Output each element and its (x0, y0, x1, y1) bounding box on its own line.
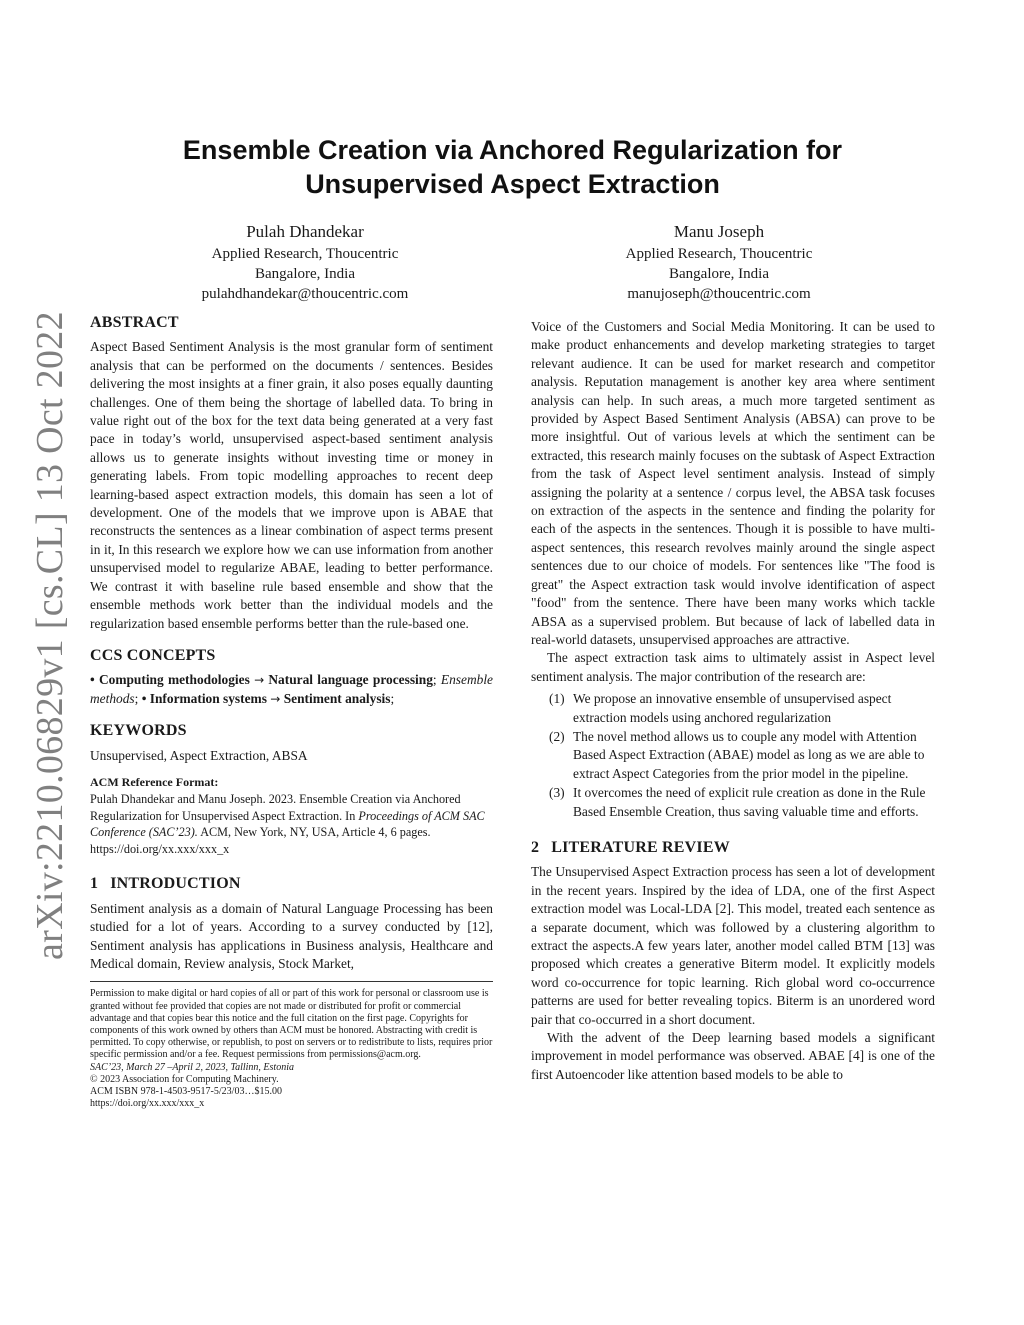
ccs-term-2: Sentiment analysis (283, 690, 391, 706)
author-block-1 (140, 220, 470, 304)
ccs-bullet-2: • Information systems (141, 690, 267, 706)
paper-title (90, 133, 935, 201)
acm-ref-italic: Proceedings of ACM SAC Conference (SAC’23). (90, 808, 485, 840)
lit-review-para-2: With the advent of the Deep learning based models a significant improvement in model performance was observed. ABAE [4] is one of the first Autoencoder like attention based models to be able to (531, 1030, 935, 1082)
list-text: The novel method allows us to couple any model with Attention Based Aspect Extraction (ABAE) model as long as we are able to extract Aspect Categories from the prior model in the pipeline. (573, 728, 925, 781)
author-location: Bangalore, India (669, 266, 769, 282)
author-name: Manu Joseph (673, 222, 765, 241)
ccs-end: ; (390, 690, 395, 706)
ccs-concepts (90, 671, 493, 708)
title-line-1: Ensemble Creation via Anchored Regularization for (182, 135, 843, 165)
author-affiliation: Applied Research, Thoucentric (211, 246, 399, 262)
section-number: 1 (90, 875, 99, 893)
contribution-list (531, 690, 935, 821)
lit-review-para-1: The Unsupervised Aspect Extraction process has seen a lot of development in the recent years. Inspired by the idea of LDA, one of the first Aspect extraction model was Local-LDA [2]. This model, treated each sentence as a separate document, which was followed by a clustering algorithm to extract the aspects.A few years later, another model called BTM [13] was proposed which creates a generative Biterm model. It explicitly models word co-occurrence for topic learning. Rich global word co-occurrence patterns are used for better revealing topics. Biterm is an unordered word pair that co-occurred in a short document. (531, 864, 935, 1027)
right-column (531, 318, 935, 1084)
keywords-heading: KEYWORDS (90, 722, 187, 740)
author-affiliation: Applied Research, Thoucentric (625, 246, 813, 262)
list-item (531, 728, 935, 783)
ccs-italic: Ensemble methods (90, 672, 493, 706)
list-number: (3) (549, 785, 565, 801)
acm-ref-body (90, 791, 493, 857)
intro-continuation: Voice of the Customers and Social Media Monitoring. It can be used to make product enhancements and develop marketing strategies to target relevant audience. It can be used for market research and competitor analysis. Reputation management is another key area where sentiment analysis can help. In such areas, a much more targeted sentiment as provided by Aspect Based Sentiment Analysis (ABSA) can prove to be more insightful. Out of various levels at which the sentiment can be extracted, this research mainly focuses on the subtask of Aspect Extraction from the task of Aspect level sentiment analysis. Instead of simply assigning the polarity at a sentence / corpus level, the ABSA task focuses on extraction of the aspects in the sentence and finding the polarity for each of the aspects in the sentences. Though it is possible to have multi-aspect sentences, this research revolves mainly around the single aspect sentences due to our choice of models. For sentences like "The food is great" the Aspect extraction task would involve identification of aspect "food" from the sentence. There have been many works which tackle ABSA as a supervised problem. But because of lack of labelled data in real-world datasets, unsupervised approaches are attractive. (531, 319, 935, 647)
author-email[interactable]: pulahdhandekar@thoucentric.com (201, 286, 409, 302)
lit-review-heading (531, 839, 935, 857)
acm-ref-part2: ACM, New York, NY, USA, Article 4, 6 pages. https://doi.org/xx.xxx/xxx_x (90, 825, 431, 856)
ccs-bullet-1: • Computing methodologies (90, 672, 250, 688)
list-text: We propose an innovative ensemble of unsupervised aspect extraction models using anchored regularization (573, 691, 892, 725)
ccs-sep: ; (134, 690, 142, 706)
list-number: (2) (549, 728, 565, 744)
doi-line[interactable]: https://doi.org/xx.xxx/xxx_x (90, 1098, 205, 1110)
isbn-line: ACM ISBN 978-1-4503-9517-5/23/03…$15.00 (90, 1086, 282, 1097)
intro-text: Sentiment analysis as a domain of Natural Language Processing has been studied for a lot of years. According to a survey conducted by [12], Sentiment analysis has applications in Business analysis, Healthcare and Medical domain, Review analysis, Stock Market, (90, 900, 493, 971)
list-text: It overcomes the need of explicit rule creation as done in the Rule Based Ensemble Creation, thus saving valuable time and efforts. (573, 785, 926, 819)
footnote (90, 988, 493, 1110)
title-line-2: Unsupervised Aspect Extraction (305, 169, 720, 199)
permission-text: Permission to make digital or hard copies of all or part of this work for personal or classroom use is granted without fee provided that copies are not made or distributed for profit or commercial advantage and that copies bear this notice and the full citation on the first page. Copyrights for components of this work owned by others than ACM must be honored. Abstracting with credit is permitted. To copy otherwise, or republish, to post on servers or to redistribute to lists, requires prior specific permission and/or a fee. Request permissions from permissions@acm.org. (90, 988, 493, 1061)
acm-ref-heading: ACM Reference Format: (90, 774, 219, 789)
keywords-text: Unsupervised, Aspect Extraction, ABSA (90, 747, 308, 763)
ccs-sep: ; (432, 672, 437, 688)
footnote-divider (90, 981, 493, 982)
left-column (90, 314, 493, 1110)
section-number: 2 (531, 838, 540, 856)
list-item (531, 784, 935, 821)
abstract-text: Aspect Based Sentiment Analysis is the most granular form of sentiment analysis that can be performed on the documents / sentences. Besides delivering the most insights at a finer grain, it also poses equally daunting challenges. One of them being the shortage of labelled data. To bring in value right out of the box for the text data being generated at a very fast pace in today’s world, unsupervised aspect-based sentiment analysis allows us to generate insights without investing time or money in generating labels. From topic modelling approaches to recent deep learning-based aspect extraction models, this domain has seen a lot of development. One of the models that we improve upon is ABAE that reconstructs the sentences as a linear combination of aspect terms present in it, In this research we explore how we can use information from another unsupervised model to regularize ABAE, leading to better performance. We contrast it with baseline rule based ensemble and show that the ensemble methods work better than the individual models and the regularization based ensemble performs better than the rule-based one. (90, 339, 493, 631)
arrow-icon: → (254, 673, 265, 688)
author-block-2 (554, 220, 884, 304)
list-number: (1) (549, 691, 565, 707)
acm-ref-part1: Pulah Dhandekar and Manu Joseph. 2023. Ensemble Creation via Anchored Regularization for Unsupervised Aspect Extraction. In (90, 792, 461, 823)
author-location: Bangalore, India (255, 266, 355, 282)
ccs-heading: CCS CONCEPTS (90, 646, 216, 664)
section-title: LITERATURE REVIEW (551, 838, 730, 856)
ccs-term-1: Natural language processing (268, 672, 433, 688)
author-email[interactable]: manujoseph@thoucentric.com (627, 286, 811, 302)
arxiv-identifier: arXiv:2210.06829v1 [cs.CL] 13 Oct 2022 (29, 311, 71, 960)
arrow-icon: → (270, 691, 281, 706)
intro-heading (90, 875, 493, 893)
section-title: INTRODUCTION (110, 875, 241, 893)
copyright-line: © 2023 Association for Computing Machinery. (90, 1073, 279, 1085)
contribution-intro: The aspect extraction task aims to ultimately assist in Aspect level sentiment analysis. The major contribution of the research are: (531, 650, 935, 684)
list-item (531, 690, 935, 727)
conference-line: SAC’23, March 27 –April 2, 2023, Tallinn, Estonia (90, 1061, 294, 1073)
abstract-heading: ABSTRACT (90, 314, 179, 331)
author-name: Pulah Dhandekar (246, 222, 364, 241)
